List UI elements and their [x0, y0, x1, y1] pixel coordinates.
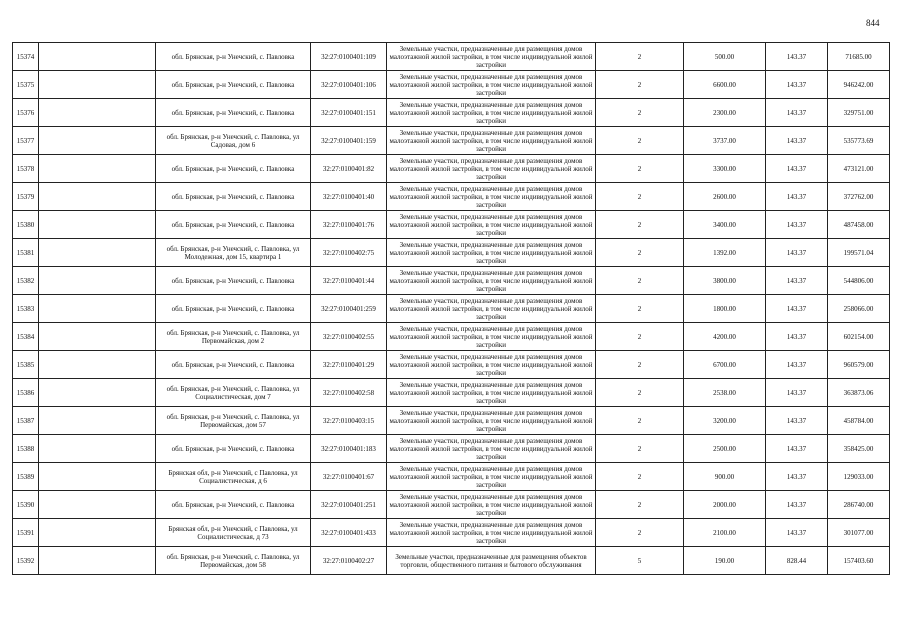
land-use-cell: Земельные участки, предназначенные для размещения домов малоэтажной жилой застройки, в том числе индивидуальной жилой застройки — [387, 519, 596, 547]
area-cell: 2000.00 — [684, 491, 766, 519]
cadastral-number-cell: 32:27:0100402:27 — [311, 547, 387, 575]
cadastral-number-cell: 32:27:0100403:15 — [311, 407, 387, 435]
row-number: 15383 — [13, 295, 39, 323]
row-number: 15390 — [13, 491, 39, 519]
group-cell: 5 — [596, 547, 684, 575]
area-cell: 2538.00 — [684, 379, 766, 407]
address-cell: обл. Брянская, р-н Унечский, с. Павловка, ул Садовая, дом 6 — [156, 127, 311, 155]
land-use-cell: Земельные участки, предназначенные для размещения домов малоэтажной жилой застройки, в том числе индивидуальной жилой застройки — [387, 43, 596, 71]
cadastral-value-cell: 487458.00 — [828, 211, 890, 239]
specific-value-cell: 143.37 — [766, 239, 828, 267]
land-use-cell: Земельные участки, предназначенные для размещения домов малоэтажной жилой застройки, в том числе индивидуальной жилой застройки — [387, 491, 596, 519]
table-row — [13, 71, 890, 99]
group-cell: 2 — [596, 379, 684, 407]
empty-cell — [39, 211, 156, 239]
cadastral-number-cell: 32:27:0100401:67 — [311, 463, 387, 491]
row-number: 15384 — [13, 323, 39, 351]
empty-cell — [39, 407, 156, 435]
empty-cell — [39, 463, 156, 491]
cadastral-value-cell: 458784.00 — [828, 407, 890, 435]
table-row — [13, 99, 890, 127]
cadastral-value-cell: 946242.00 — [828, 71, 890, 99]
specific-value-cell: 143.37 — [766, 491, 828, 519]
cadastral-number-cell: 32:27:0100401:76 — [311, 211, 387, 239]
land-use-cell: Земельные участки, предназначенные для размещения домов малоэтажной жилой застройки, в том числе индивидуальной жилой застройки — [387, 183, 596, 211]
cadastral-value-cell: 358425.00 — [828, 435, 890, 463]
empty-cell — [39, 519, 156, 547]
row-number: 15389 — [13, 463, 39, 491]
address-cell: обл. Брянская, р-н Унечский, с. Павловка — [156, 71, 311, 99]
cadastral-number-cell: 32:27:0100402:55 — [311, 323, 387, 351]
cadastral-number-cell: 32:27:0100402:58 — [311, 379, 387, 407]
cadastral-number-cell: 32:27:0100401:106 — [311, 71, 387, 99]
area-cell: 190.00 — [684, 547, 766, 575]
land-use-cell: Земельные участки, предназначенные для размещения домов малоэтажной жилой застройки, в том числе индивидуальной жилой застройки — [387, 267, 596, 295]
cadastral-value-cell: 372762.00 — [828, 183, 890, 211]
cadastral-number-cell: 32:27:0100401:82 — [311, 155, 387, 183]
address-cell: обл. Брянская, р-н Унечский, с. Павловка — [156, 99, 311, 127]
address-cell: Брянская обл, р-н Унечский, с Павловка, ул Социалистическая, д 73 — [156, 519, 311, 547]
cadastral-value-cell: 286740.00 — [828, 491, 890, 519]
cadastral-value-cell: 960579.00 — [828, 351, 890, 379]
land-use-cell: Земельные участки, предназначенные для размещения объектов торговли, общественного питания и бытового обслуживания — [387, 547, 596, 575]
address-cell: обл. Брянская, р-н Унечский, с. Павловка — [156, 351, 311, 379]
land-use-cell: Земельные участки, предназначенные для размещения домов малоэтажной жилой застройки, в том числе индивидуальной жилой застройки — [387, 71, 596, 99]
group-cell: 2 — [596, 239, 684, 267]
area-cell: 3400.00 — [684, 211, 766, 239]
table-row — [13, 211, 890, 239]
table-row — [13, 379, 890, 407]
cadastral-value-cell: 535773.69 — [828, 127, 890, 155]
specific-value-cell: 143.37 — [766, 407, 828, 435]
area-cell: 1800.00 — [684, 295, 766, 323]
address-cell: обл. Брянская, р-н Унечский, с. Павловка — [156, 211, 311, 239]
area-cell: 900.00 — [684, 463, 766, 491]
land-use-cell: Земельные участки, предназначенные для размещения домов малоэтажной жилой застройки, в том числе индивидуальной жилой застройки — [387, 351, 596, 379]
specific-value-cell: 143.37 — [766, 351, 828, 379]
empty-cell — [39, 379, 156, 407]
address-cell: обл. Брянская, р-н Унечский, с. Павловка — [156, 155, 311, 183]
cadastral-number-cell: 32:27:0100401:251 — [311, 491, 387, 519]
specific-value-cell: 143.37 — [766, 267, 828, 295]
land-use-cell: Земельные участки, предназначенные для размещения домов малоэтажной жилой застройки, в том числе индивидуальной жилой застройки — [387, 379, 596, 407]
group-cell: 2 — [596, 463, 684, 491]
cadastral-value-cell: 363873.06 — [828, 379, 890, 407]
row-number: 15387 — [13, 407, 39, 435]
land-use-cell: Земельные участки, предназначенные для размещения домов малоэтажной жилой застройки, в том числе индивидуальной жилой застройки — [387, 99, 596, 127]
table-row — [13, 519, 890, 547]
page-number: 844 — [866, 18, 880, 28]
address-cell: обл. Брянская, р-н Унечский, с. Павловка, ул Социалистическая, дом 7 — [156, 379, 311, 407]
row-number: 15391 — [13, 519, 39, 547]
address-cell: Брянская обл, р-н Унечский, с Павловка, ул Социалистическая, д 6 — [156, 463, 311, 491]
cadastral-value-cell: 258066.00 — [828, 295, 890, 323]
table-row — [13, 435, 890, 463]
specific-value-cell: 143.37 — [766, 155, 828, 183]
area-cell: 500.00 — [684, 43, 766, 71]
group-cell: 2 — [596, 435, 684, 463]
row-number: 15386 — [13, 379, 39, 407]
address-cell: обл. Брянская, р-н Унечский, с. Павловка, ул Молодежная, дом 15, квартира 1 — [156, 239, 311, 267]
group-cell: 2 — [596, 519, 684, 547]
cadastral-value-cell: 329751.00 — [828, 99, 890, 127]
cadastral-number-cell: 32:27:0100402:75 — [311, 239, 387, 267]
area-cell: 4200.00 — [684, 323, 766, 351]
empty-cell — [39, 43, 156, 71]
empty-cell — [39, 351, 156, 379]
specific-value-cell: 143.37 — [766, 295, 828, 323]
cadastral-number-cell: 32:27:0100401:29 — [311, 351, 387, 379]
cadastral-number-cell: 32:27:0100401:151 — [311, 99, 387, 127]
empty-cell — [39, 323, 156, 351]
specific-value-cell: 143.37 — [766, 463, 828, 491]
land-use-cell: Земельные участки, предназначенные для размещения домов малоэтажной жилой застройки, в том числе индивидуальной жилой застройки — [387, 407, 596, 435]
area-cell: 2300.00 — [684, 99, 766, 127]
cadastral-value-cell: 602154.00 — [828, 323, 890, 351]
row-number: 15377 — [13, 127, 39, 155]
row-number: 15392 — [13, 547, 39, 575]
specific-value-cell: 143.37 — [766, 71, 828, 99]
empty-cell — [39, 127, 156, 155]
address-cell: обл. Брянская, р-н Унечский, с. Павловка — [156, 295, 311, 323]
empty-cell — [39, 155, 156, 183]
table-row — [13, 295, 890, 323]
cadastral-value-cell: 129033.00 — [828, 463, 890, 491]
cadastral-value-cell: 473121.00 — [828, 155, 890, 183]
cadastral-number-cell: 32:27:0100401:183 — [311, 435, 387, 463]
table-row — [13, 323, 890, 351]
cadastral-number-cell: 32:27:0100401:109 — [311, 43, 387, 71]
specific-value-cell: 143.37 — [766, 435, 828, 463]
row-number: 15379 — [13, 183, 39, 211]
cadastral-value-cell: 157403.60 — [828, 547, 890, 575]
table-row — [13, 267, 890, 295]
land-use-cell: Земельные участки, предназначенные для размещения домов малоэтажной жилой застройки, в том числе индивидуальной жилой застройки — [387, 211, 596, 239]
address-cell: обл. Брянская, р-н Унечский, с. Павловка — [156, 435, 311, 463]
row-number: 15385 — [13, 351, 39, 379]
area-cell: 1392.00 — [684, 239, 766, 267]
empty-cell — [39, 71, 156, 99]
cadastral-value-cell: 301077.00 — [828, 519, 890, 547]
area-cell: 2500.00 — [684, 435, 766, 463]
group-cell: 2 — [596, 351, 684, 379]
table-row — [13, 407, 890, 435]
cadastral-number-cell: 32:27:0100401:40 — [311, 183, 387, 211]
address-cell: обл. Брянская, р-н Унечский, с. Павловка, ул Первомайская, дом 2 — [156, 323, 311, 351]
specific-value-cell: 828.44 — [766, 547, 828, 575]
cadastral-number-cell: 32:27:0100401:44 — [311, 267, 387, 295]
specific-value-cell: 143.37 — [766, 519, 828, 547]
address-cell: обл. Брянская, р-н Унечский, с. Павловка, ул Первомайская, дом 57 — [156, 407, 311, 435]
table-row — [13, 155, 890, 183]
area-cell: 6600.00 — [684, 71, 766, 99]
land-use-cell: Земельные участки, предназначенные для размещения домов малоэтажной жилой застройки, в том числе индивидуальной жилой застройки — [387, 155, 596, 183]
group-cell: 2 — [596, 407, 684, 435]
land-use-cell: Земельные участки, предназначенные для размещения домов малоэтажной жилой застройки, в том числе индивидуальной жилой застройки — [387, 127, 596, 155]
group-cell: 2 — [596, 211, 684, 239]
empty-cell — [39, 547, 156, 575]
empty-cell — [39, 435, 156, 463]
row-number: 15388 — [13, 435, 39, 463]
group-cell: 2 — [596, 183, 684, 211]
area-cell: 3737.00 — [684, 127, 766, 155]
table-row — [13, 127, 890, 155]
row-number: 15381 — [13, 239, 39, 267]
table-row — [13, 239, 890, 267]
group-cell: 2 — [596, 491, 684, 519]
table-row — [13, 547, 890, 575]
table-row — [13, 43, 890, 71]
address-cell: обл. Брянская, р-н Унечский, с. Павловка — [156, 267, 311, 295]
area-cell: 3800.00 — [684, 267, 766, 295]
land-registry-table — [12, 42, 890, 575]
row-number: 15376 — [13, 99, 39, 127]
land-use-cell: Земельные участки, предназначенные для размещения домов малоэтажной жилой застройки, в том числе индивидуальной жилой застройки — [387, 239, 596, 267]
group-cell: 2 — [596, 323, 684, 351]
table-row — [13, 463, 890, 491]
cadastral-value-cell: 544806.00 — [828, 267, 890, 295]
group-cell: 2 — [596, 267, 684, 295]
area-cell: 2600.00 — [684, 183, 766, 211]
area-cell: 6700.00 — [684, 351, 766, 379]
group-cell: 2 — [596, 99, 684, 127]
area-cell: 3300.00 — [684, 155, 766, 183]
empty-cell — [39, 239, 156, 267]
row-number: 15382 — [13, 267, 39, 295]
cadastral-value-cell: 199571.04 — [828, 239, 890, 267]
specific-value-cell: 143.37 — [766, 379, 828, 407]
row-number: 15374 — [13, 43, 39, 71]
land-use-cell: Земельные участки, предназначенные для размещения домов малоэтажной жилой застройки, в том числе индивидуальной жилой застройки — [387, 323, 596, 351]
group-cell: 2 — [596, 295, 684, 323]
land-use-cell: Земельные участки, предназначенные для размещения домов малоэтажной жилой застройки, в том числе индивидуальной жилой застройки — [387, 463, 596, 491]
group-cell: 2 — [596, 155, 684, 183]
land-use-cell: Земельные участки, предназначенные для размещения домов малоэтажной жилой застройки, в том числе индивидуальной жилой застройки — [387, 435, 596, 463]
row-number: 15378 — [13, 155, 39, 183]
table-row — [13, 183, 890, 211]
address-cell: обл. Брянская, р-н Унечский, с. Павловка — [156, 183, 311, 211]
row-number: 15375 — [13, 71, 39, 99]
area-cell: 2100.00 — [684, 519, 766, 547]
empty-cell — [39, 295, 156, 323]
cadastral-number-cell: 32:27:0100401:433 — [311, 519, 387, 547]
row-number: 15380 — [13, 211, 39, 239]
address-cell: обл. Брянская, р-н Унечский, с. Павловка — [156, 43, 311, 71]
address-cell: обл. Брянская, р-н Унечский, с. Павловка, ул Первомайская, дом 58 — [156, 547, 311, 575]
empty-cell — [39, 491, 156, 519]
area-cell: 3200.00 — [684, 407, 766, 435]
group-cell: 2 — [596, 43, 684, 71]
cadastral-number-cell: 32:27:0100401:259 — [311, 295, 387, 323]
empty-cell — [39, 99, 156, 127]
specific-value-cell: 143.37 — [766, 323, 828, 351]
specific-value-cell: 143.37 — [766, 99, 828, 127]
specific-value-cell: 143.37 — [766, 43, 828, 71]
empty-cell — [39, 183, 156, 211]
specific-value-cell: 143.37 — [766, 183, 828, 211]
land-use-cell: Земельные участки, предназначенные для размещения домов малоэтажной жилой застройки, в том числе индивидуальной жилой застройки — [387, 295, 596, 323]
table-row — [13, 491, 890, 519]
address-cell: обл. Брянская, р-н Унечский, с. Павловка — [156, 491, 311, 519]
group-cell: 2 — [596, 127, 684, 155]
cadastral-number-cell: 32:27:0100401:159 — [311, 127, 387, 155]
cadastral-value-cell: 71685.00 — [828, 43, 890, 71]
specific-value-cell: 143.37 — [766, 127, 828, 155]
group-cell: 2 — [596, 71, 684, 99]
specific-value-cell: 143.37 — [766, 211, 828, 239]
table-row — [13, 351, 890, 379]
empty-cell — [39, 267, 156, 295]
